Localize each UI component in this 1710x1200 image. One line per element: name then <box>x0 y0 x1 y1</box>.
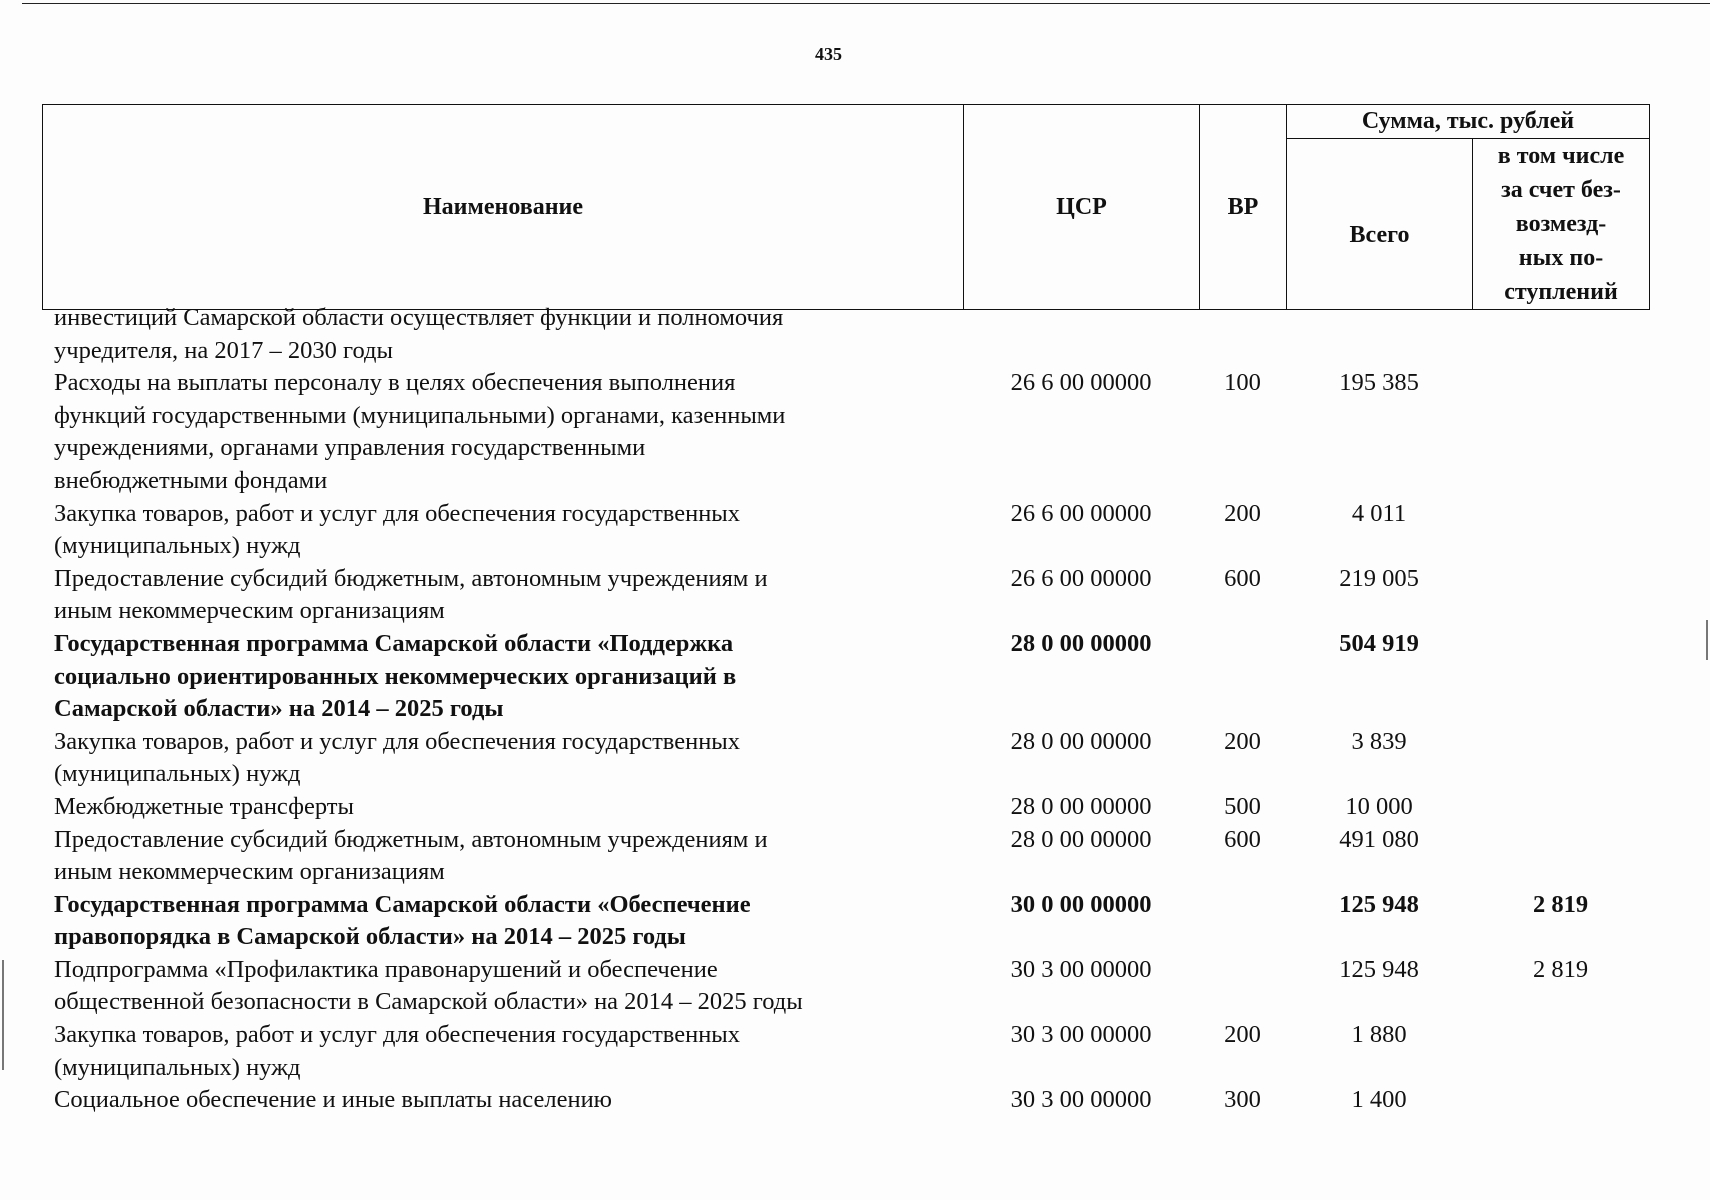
row-name-line: (муниципальных) нужд <box>54 760 301 788</box>
table-row <box>42 1019 1652 1084</box>
header-free-line: ступлений <box>1504 279 1618 305</box>
row-name-line: Подпрограмма «Профилактика правонарушений и обеспечение <box>54 955 718 983</box>
row-name-line: Государственная программа Самарской области «Поддержка <box>54 629 734 657</box>
row-name-line: Государственная программа Самарской области «Обеспечение <box>54 890 751 918</box>
row-name-line: социально ориентированных некоммерческих организаций в <box>54 662 737 690</box>
row-name-line: Закупка товаров, работ и услуг для обеспечения государственных <box>54 499 741 527</box>
row-name <box>42 367 963 497</box>
row-name-line: правопорядка в Самарской области» на 2014 – 2025 годы <box>54 923 686 951</box>
row-name <box>42 954 963 1019</box>
row-vr: 500 <box>1224 792 1261 820</box>
row-vr <box>1199 302 1286 367</box>
table-row <box>42 367 1652 497</box>
header-csr: ЦСР <box>964 105 1200 310</box>
row-name <box>42 628 963 726</box>
scan-edge-mark <box>1706 620 1708 660</box>
table-row <box>42 563 1652 628</box>
row-vr <box>1199 889 1286 954</box>
row-total: 10 000 <box>1345 792 1413 820</box>
header-total: Всего <box>1287 139 1473 310</box>
row-free <box>1472 498 1649 563</box>
row-name <box>42 498 963 563</box>
row-name <box>42 563 963 628</box>
row-name-line: Предоставление субсидий бюджетным, автономным учреждениям и <box>54 564 768 592</box>
row-csr: 28 0 00 00000 <box>1010 825 1152 853</box>
row-vr: 200 <box>1224 1021 1261 1049</box>
row-name-line: внебюджетными фондами <box>54 466 328 494</box>
row-csr: 30 3 00 00000 <box>1010 1086 1152 1114</box>
row-name <box>42 824 963 889</box>
row-name-line: (муниципальных) нужд <box>54 532 301 560</box>
row-vr <box>1199 954 1286 1019</box>
row-free <box>1472 367 1649 497</box>
row-total: 125 948 <box>1339 955 1419 983</box>
row-name <box>42 302 963 367</box>
row-name-line: Закупка товаров, работ и услуг для обеспечения государственных <box>54 1021 741 1049</box>
row-free <box>1472 628 1649 726</box>
table-row <box>42 1084 1652 1117</box>
row-free <box>1472 302 1649 367</box>
row-vr: 200 <box>1224 499 1261 527</box>
table-row <box>42 791 1652 824</box>
row-total: 3 839 <box>1351 727 1407 755</box>
row-name <box>42 726 963 791</box>
header-free-line: в том числе <box>1497 143 1625 169</box>
page-number: 435 <box>815 44 842 64</box>
row-total: 504 919 <box>1339 629 1419 657</box>
row-total: 125 948 <box>1339 890 1419 918</box>
row-total: 491 080 <box>1339 825 1419 853</box>
row-total: 1 880 <box>1351 1021 1407 1049</box>
row-vr: 600 <box>1224 564 1261 592</box>
table-header <box>42 104 1650 310</box>
scan-edge-mark <box>2 960 4 1070</box>
row-free: 2 819 <box>1532 955 1589 983</box>
row-vr: 600 <box>1224 825 1261 853</box>
row-csr: 28 0 00 00000 <box>1010 727 1152 755</box>
row-name-line: иным некоммерческим организациям <box>54 597 445 625</box>
row-csr: 26 6 00 00000 <box>1010 499 1152 527</box>
row-total: 1 400 <box>1351 1086 1407 1114</box>
header-free-line: возмезд- <box>1515 211 1607 237</box>
header-free <box>1473 139 1650 310</box>
row-free: 2 819 <box>1532 890 1589 918</box>
row-name-line: инвестиций Самарской области осуществляет функции и полномочия <box>54 304 784 331</box>
table-row <box>42 498 1652 563</box>
row-name-line: Социальное обеспечение и иные выплаты населению <box>54 1086 612 1114</box>
row-csr: 26 6 00 00000 <box>1010 369 1152 397</box>
header-free-line: за счет без- <box>1501 177 1621 203</box>
row-csr: 30 3 00 00000 <box>1010 955 1152 983</box>
row-vr: 200 <box>1224 727 1261 755</box>
row-csr: 30 3 00 00000 <box>1010 1021 1152 1049</box>
row-free <box>1472 824 1649 889</box>
row-total: 195 385 <box>1339 369 1419 397</box>
row-name-line: функций государственными (муниципальными) органами, казенными <box>54 401 786 429</box>
table-row <box>42 954 1652 1019</box>
row-csr <box>963 302 1199 367</box>
row-free <box>1472 791 1649 824</box>
row-name-line: Межбюджетные трансферты <box>54 792 354 820</box>
table-row <box>42 302 1652 367</box>
row-total: 219 005 <box>1339 564 1419 592</box>
row-name-line: Самарской области» на 2014 – 2025 годы <box>54 695 504 723</box>
row-name-line: Расходы на выплаты персоналу в целях обеспечения выполнения <box>54 369 736 397</box>
row-name <box>42 1084 963 1117</box>
row-free <box>1472 726 1649 791</box>
header-sum: Сумма, тыс. рублей <box>1287 105 1650 139</box>
row-name-line: Закупка товаров, работ и услуг для обеспечения государственных <box>54 727 741 755</box>
row-vr: 300 <box>1224 1086 1261 1114</box>
top-rule <box>22 3 1710 4</box>
table-row <box>42 824 1652 889</box>
row-csr: 30 0 00 00000 <box>1010 890 1152 918</box>
row-total: 4 011 <box>1351 499 1407 527</box>
row-vr: 100 <box>1224 369 1261 397</box>
row-name-line: Предоставление субсидий бюджетным, автономным учреждениям и <box>54 825 768 853</box>
header-name: Наименование <box>43 105 964 310</box>
table-row <box>42 889 1652 954</box>
row-csr: 28 0 00 00000 <box>1010 792 1152 820</box>
row-free <box>1472 563 1649 628</box>
table-body <box>42 302 1652 1117</box>
row-name-line: учреждениями, органами управления государственными <box>54 434 646 462</box>
header-vr: ВР <box>1200 105 1287 310</box>
row-total <box>1286 302 1472 367</box>
row-name-line: учредителя, на 2017 – 2030 годы <box>54 336 393 364</box>
row-free <box>1472 1019 1649 1084</box>
row-name-line: иным некоммерческим организациям <box>54 858 445 886</box>
header-free-line: ных по- <box>1518 245 1604 271</box>
row-name-line: общественной безопасности в Самарской области» на 2014 – 2025 годы <box>54 988 803 1016</box>
row-name-line: (муниципальных) нужд <box>54 1053 301 1081</box>
row-vr <box>1199 628 1286 726</box>
table-row <box>42 628 1652 726</box>
table-row <box>42 726 1652 791</box>
row-csr: 28 0 00 00000 <box>1010 629 1152 657</box>
row-name <box>42 1019 963 1084</box>
row-name <box>42 791 963 824</box>
row-name <box>42 889 963 954</box>
row-free <box>1472 1084 1649 1117</box>
row-csr: 26 6 00 00000 <box>1010 564 1152 592</box>
